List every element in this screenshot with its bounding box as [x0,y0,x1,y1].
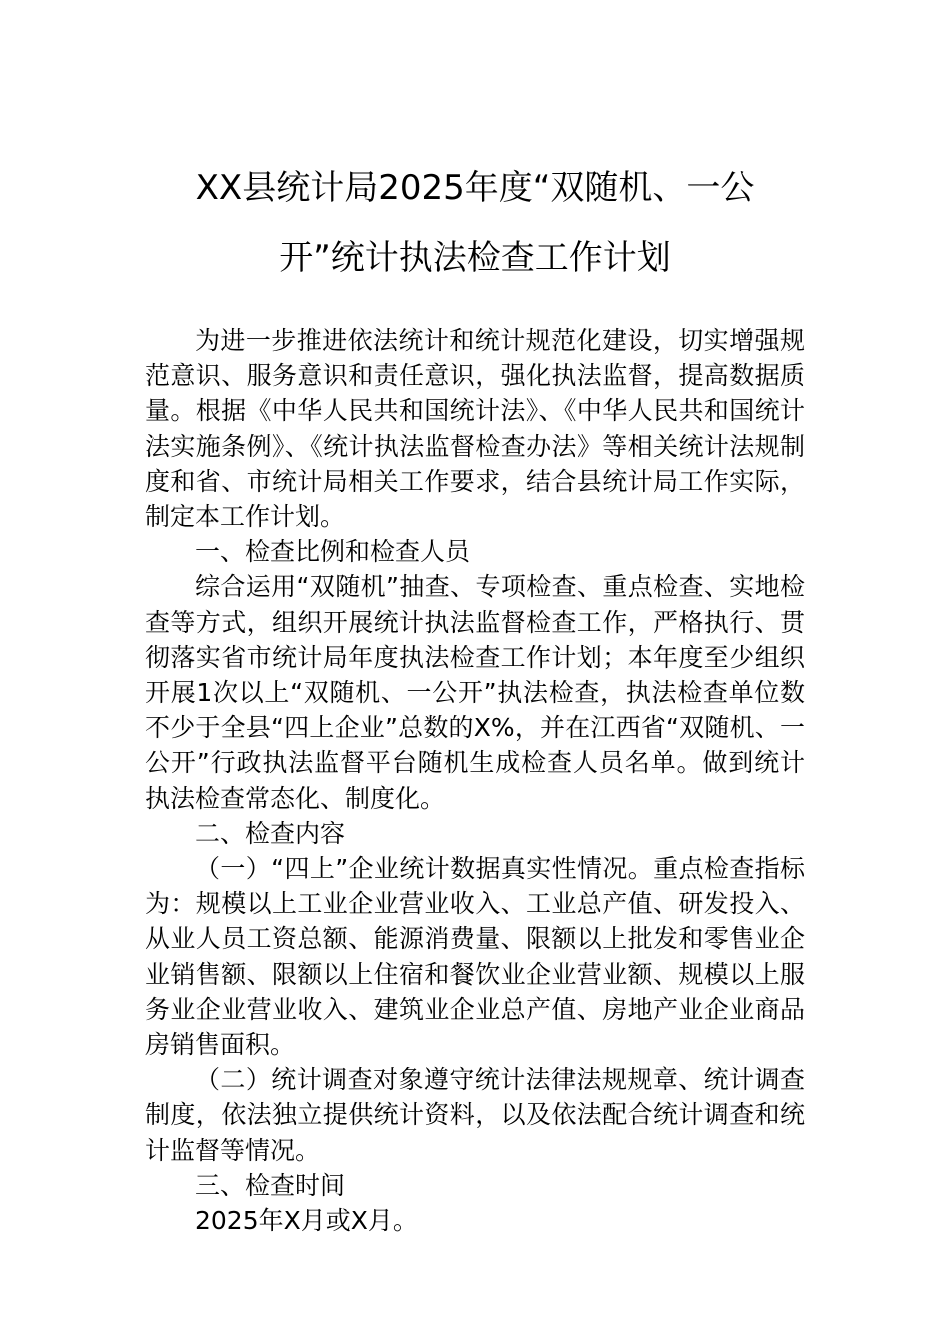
section-paragraph-3: 2025年X月或X月。 [195,1206,418,1236]
intro-paragraph: 为进一步推进依法统计和统计规范化建设，切实增强规范意识、服务意识和责任意识，强化执法监督，提高数据质量。根据《中华人民共和国统计法》、《中华人民共和国统计法实施条例》、《统计执法监督检查办法》等相关统计法规制度和省、市统计局相关工作要求，结合县统计局工作实际，制定本工作计划。 [145,326,805,532]
document-body [145,323,805,1238]
section-item-1: （一）“四上”企业统计数据真实性情况。重点检查指标为：规模以上工业企业营业收入、工业总产值、研发投入、从业人员工资总额、能源消费量、限额以上批发和零售业企业销售额、限额以上住宿和餐饮业企业营业额、规模以上服务业企业营业收入、建筑业企业总产值、房地产业企业商品房销售面积。 [145,854,805,1060]
section-paragraph-1: 综合运用“双随机”抽查、专项检查、重点检查、实地检查等方式，组织开展统计执法监督检查工作，严格执行、贯彻落实省市统计局年度执法检查工作计划；本年度至少组织开展1次以上“双随机、一公开”执法检查，执法检查单位数不少于全县“四上企业”总数的X%，并在江西省“双随机、一公开”行政执法监督平台随机生成检查人员名单。做到统计执法检查常态化、制度化。 [145,572,805,813]
section-heading-2: 二、检查内容 [195,818,346,848]
section-heading-1: 一、检查比例和检查人员 [195,537,471,567]
section-heading-3: 三、检查时间 [195,1170,346,1200]
title-line-1: XX县统计局2025年度“双随机、一公 [195,168,755,208]
title-line-2: 开”统计执法检查工作计划 [279,238,671,278]
section-item-2: （二）统计调查对象遵守统计法律法规规章、统计调查制度，依法独立提供统计资料，以及依法配合统计调查和统计监督等情况。 [145,1065,805,1165]
